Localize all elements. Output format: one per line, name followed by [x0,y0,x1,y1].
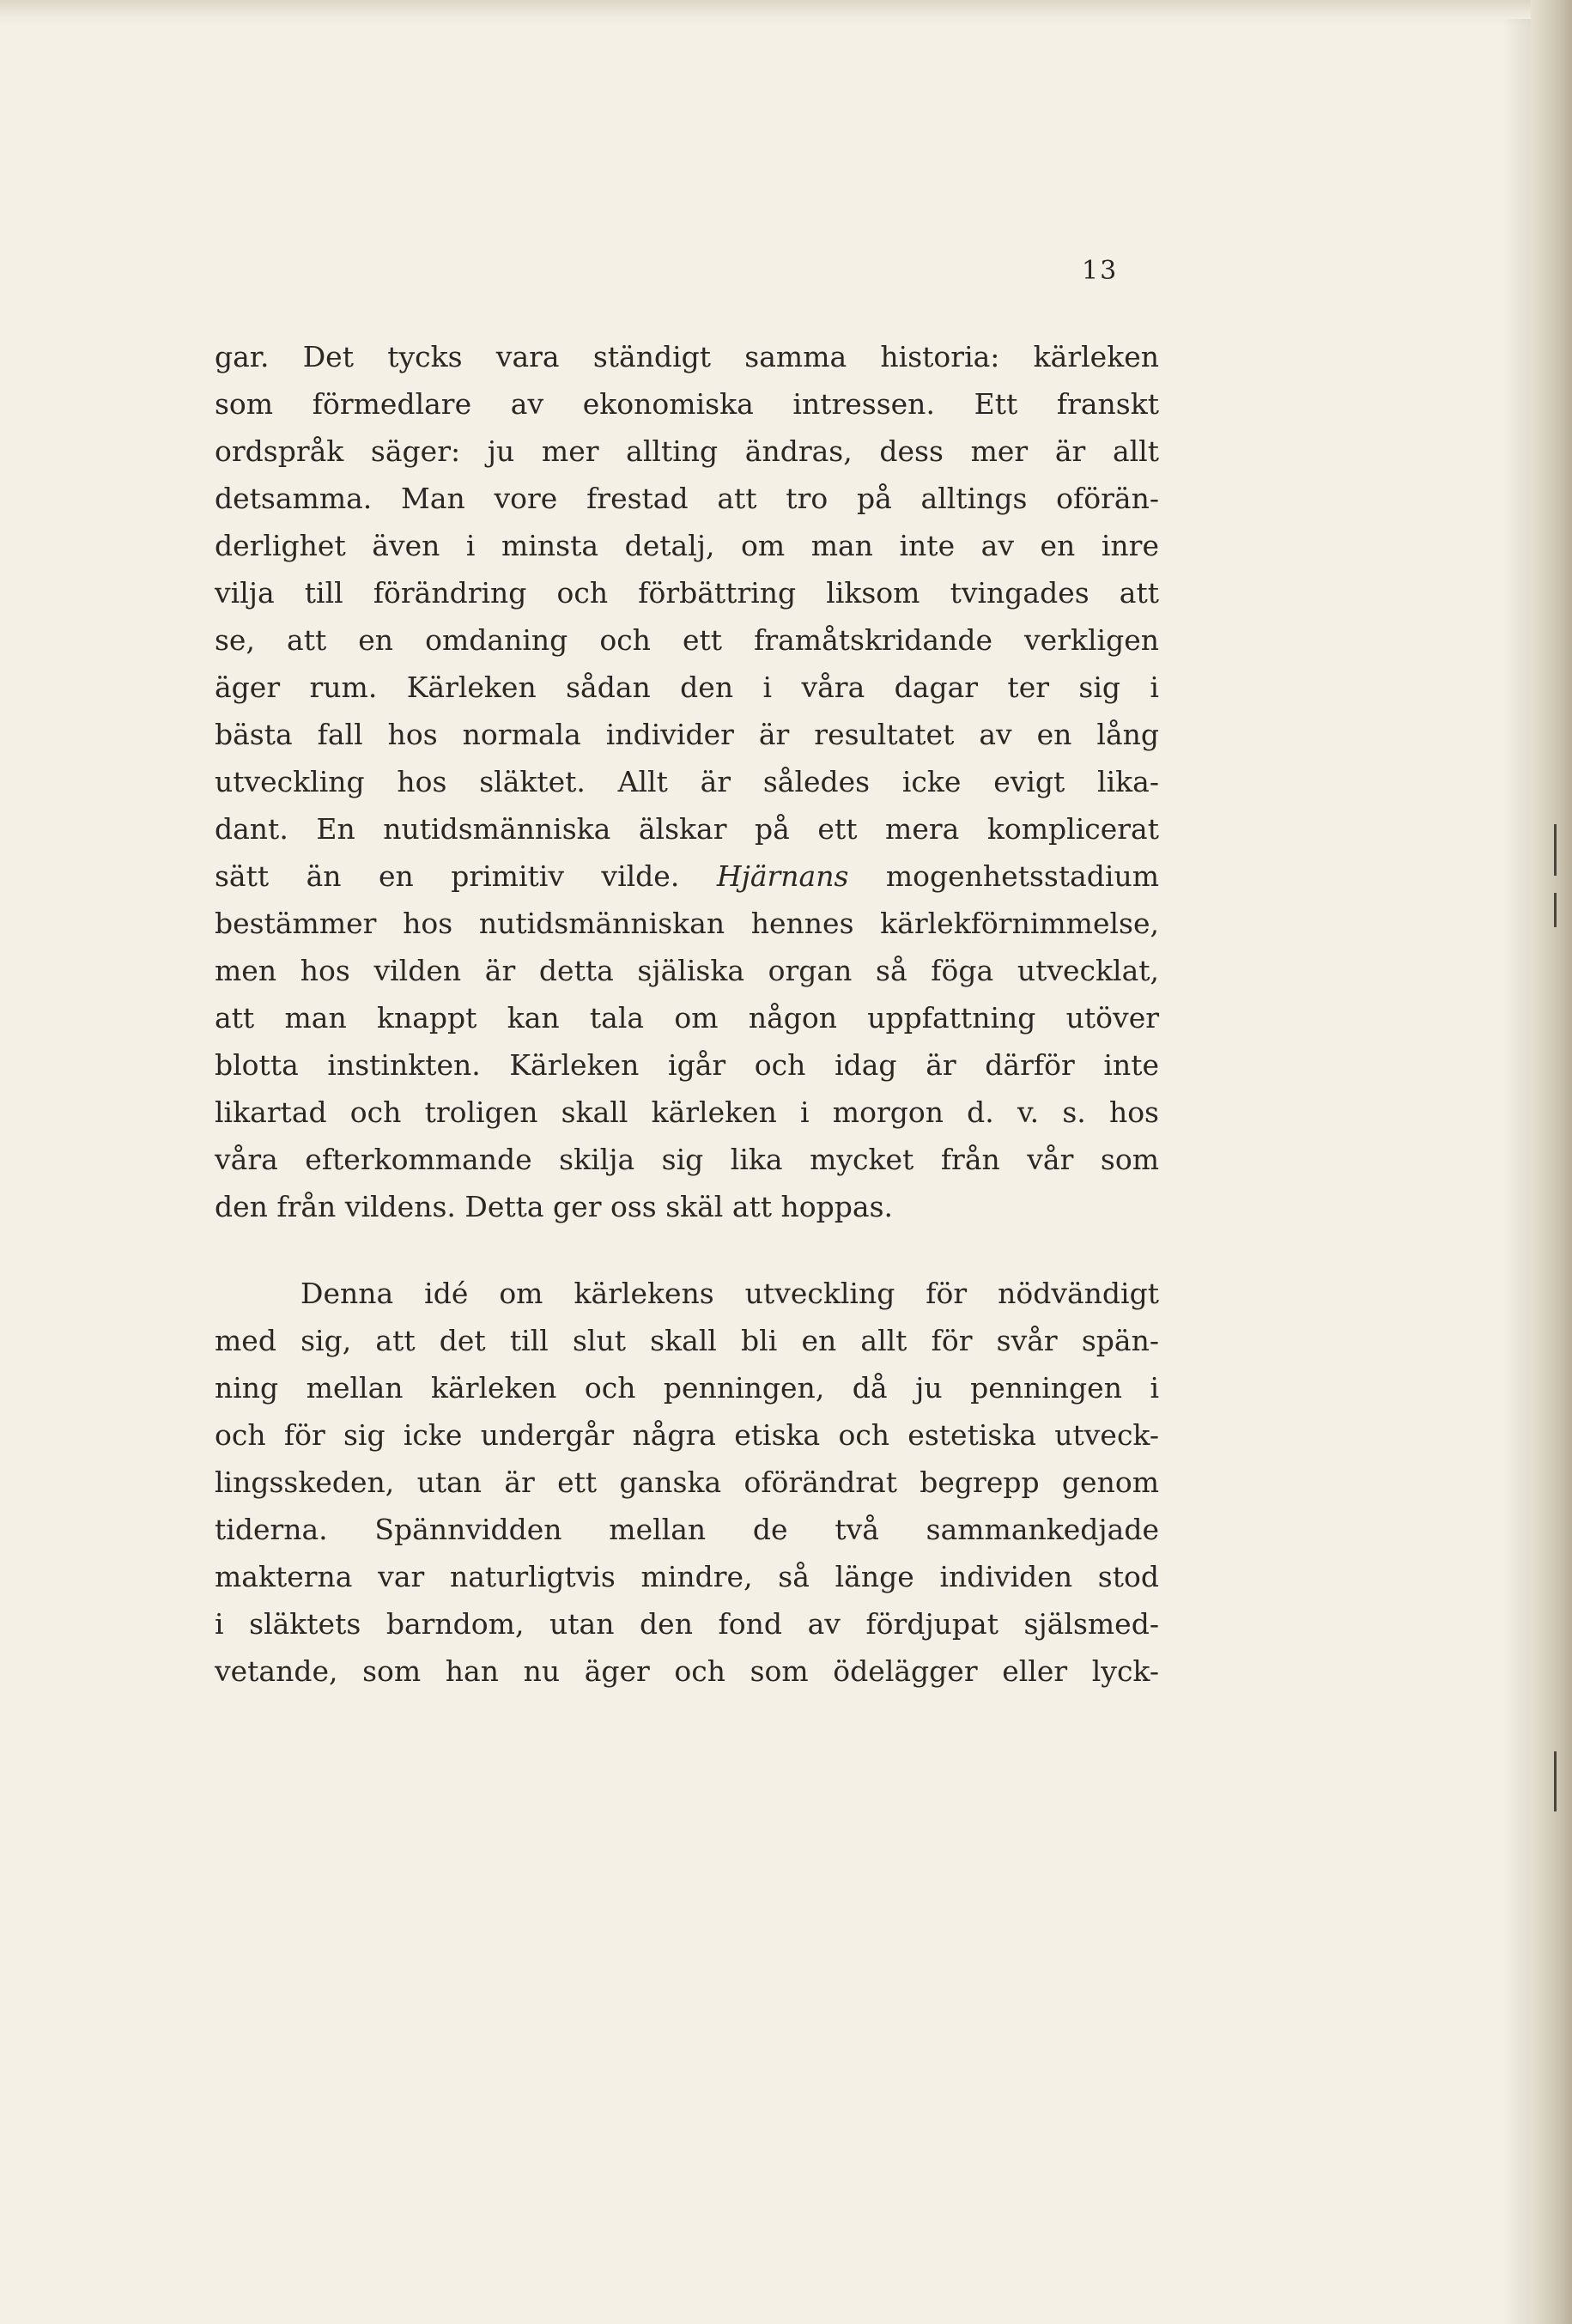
body-text [215,333,1159,1695]
text-line: gar. Det tycks vara ständigt samma historia: kärleken [215,340,1159,373]
page-edge-mark [1554,893,1557,927]
text-line: tiderna. Spännvidden mellan de två sammankedjade [215,1513,1159,1546]
text-line: vetande, som han nu äger och som ödelägger eller lyck- [215,1654,1159,1688]
text-segment: mogenhetsstadium [885,859,1159,893]
text-line: detsamma. Man vore frestad att tro på alltings oförän- [215,482,1159,515]
text-line: som förmedlare av ekonomiska intressen. Ett franskt [215,387,1159,421]
emphasized-word: Hjärnans [716,859,849,893]
text-line: med sig, att det till slut skall bli en allt för svår spän- [215,1324,1159,1357]
text-line: makterna var naturligtvis mindre, så länge individen stod [215,1560,1159,1593]
text-line: den från vildens. Detta ger oss skäl att hoppas. [215,1190,894,1223]
page-edge-mark [1554,1751,1557,1811]
text-line: Denna idé om kärlekens utveckling för nödvändigt [300,1277,1159,1310]
text-line: se, att en omdaning och ett framåtskridande verkligen [215,623,1159,657]
text-line: lingsskeden, utan är ett ganska oförändrat begrepp genom [215,1465,1159,1499]
text-line: ordspråk säger: ju mer allting ändras, dess mer är allt [215,434,1159,468]
text-line-with-emphasis [215,853,1159,900]
text-segment: sätt än en primitiv vilde. [215,859,680,893]
text-line: våra efterkommande skilja sig lika mycket från vår som [215,1143,1159,1176]
page-top-edge [0,0,1572,19]
page-number: 13 [1082,256,1119,286]
text-line: bestämmer hos nutidsmänniskan hennes kärlekförnimmelse, [215,907,1159,940]
text-line: derlighet även i minsta detalj, om man inte av en inre [215,529,1159,562]
text-line: ning mellan kärleken och penningen, då ju penningen i [215,1371,1159,1405]
text-line: vilja till förändring och förbättring liksom tvingades att [215,576,1159,610]
text-line: bästa fall hos normala individer är resultatet av en lång [215,718,1159,751]
page-right-edge [1531,0,1572,2324]
text-line: likartad och troligen skall kärleken i morgon d. v. s. hos [215,1095,1159,1129]
text-line: att man knappt kan tala om någon uppfattning utöver [215,1001,1159,1035]
text-line: utveckling hos släktet. Allt är således icke evigt lika- [215,765,1159,798]
text-line: dant. En nutidsmänniska älskar på ett mera komplicerat [215,812,1159,846]
text-line: blotta instinkten. Kärleken igår och idag är därför inte [215,1048,1159,1082]
text-line: äger rum. Kärleken sådan den i våra dagar ter sig i [215,671,1159,704]
paragraph-gap [215,1230,1159,1270]
text-line: i släktets barndom, utan den fond av fördjupat själsmed- [215,1607,1159,1641]
text-line: men hos vilden är detta själiska organ så föga utvecklat, [215,954,1159,987]
page-edge-mark [1554,824,1557,876]
text-line: och för sig icke undergår några etiska och estetiska utveck- [215,1418,1159,1452]
